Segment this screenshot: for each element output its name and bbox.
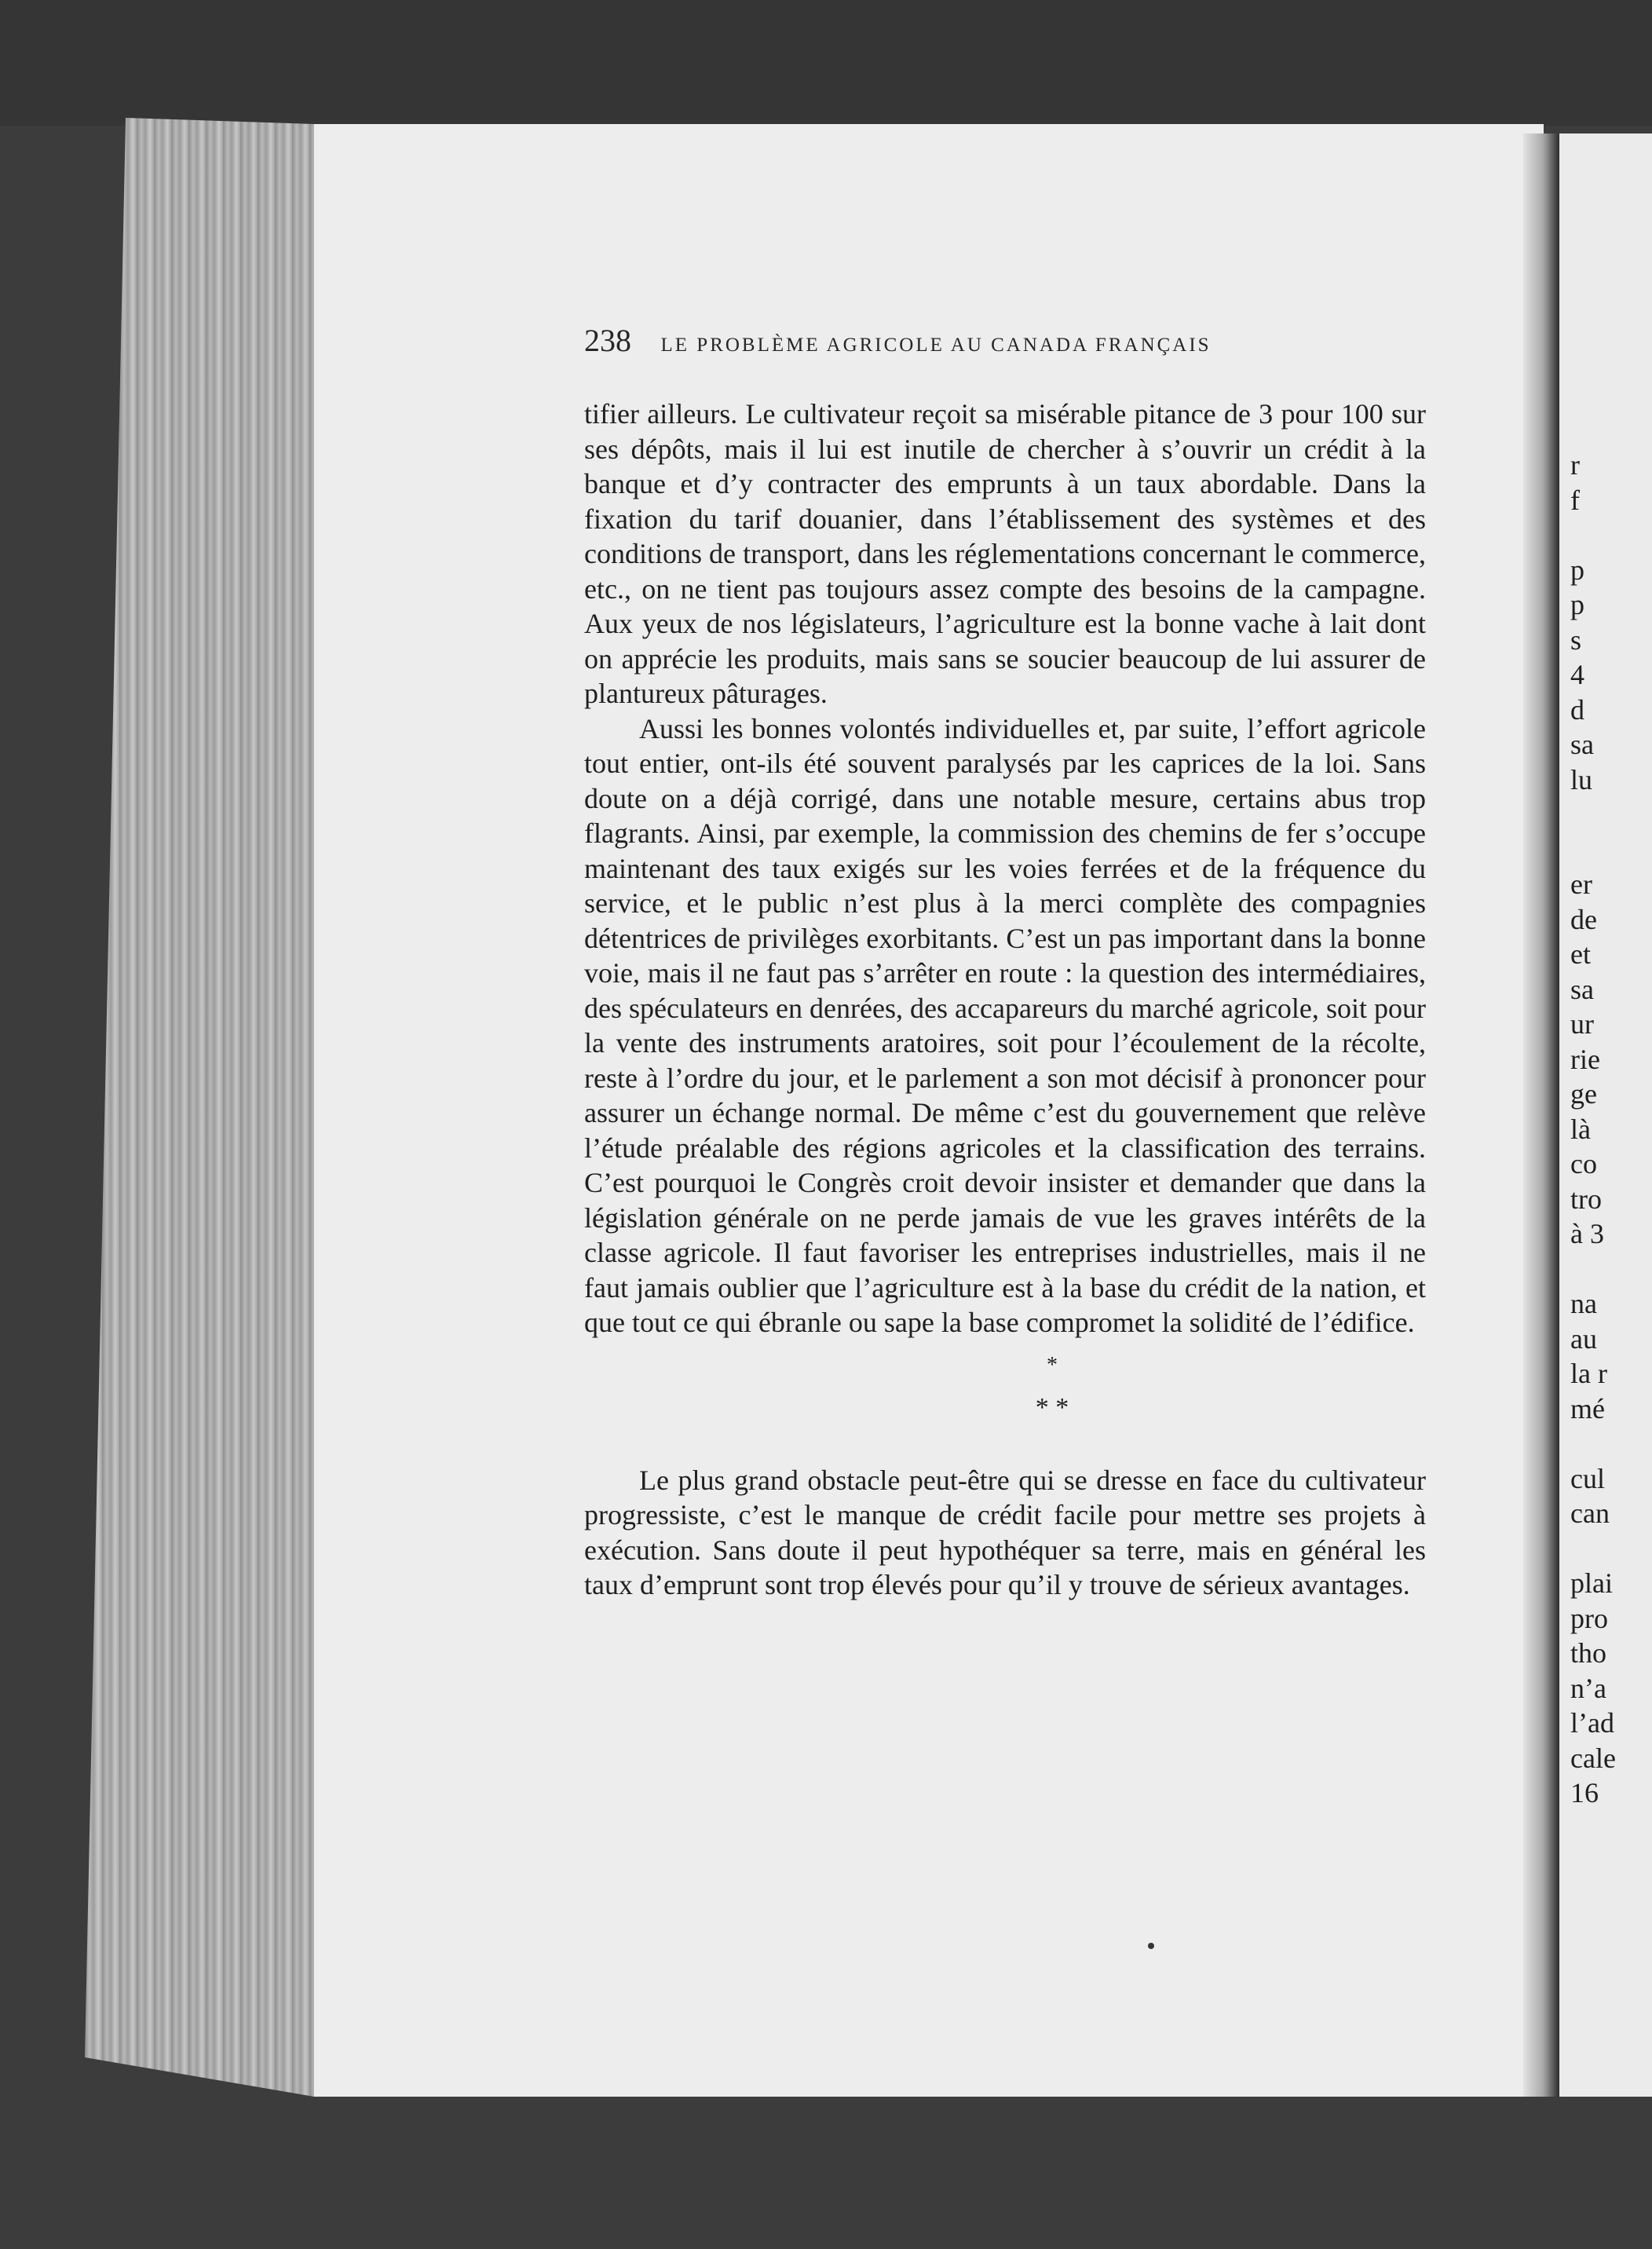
right-page-line: pro <box>1570 1602 1608 1634</box>
right-page-line: de <box>1570 903 1597 935</box>
right-page-line: 4 <box>1570 659 1584 690</box>
body-text <box>584 397 1426 1603</box>
paragraph-3: Le plus grand obstacle peut-être qui se dresse en face du cultivateur progressiste, c’est le manque de crédit facile pour mettre ses projets à exécution. Sans doute il peut hypothéquer sa terre, mais en général les taux d’emprunt sont trop élevés pour qu’il y trouve de sérieux avantages. <box>584 1464 1426 1601</box>
right-page-line: à 3 <box>1570 1218 1604 1249</box>
right-page-line: mé <box>1570 1392 1605 1424</box>
right-page-line: cul <box>1570 1462 1605 1494</box>
section-break-asterism <box>584 1348 1426 1425</box>
page-header <box>584 322 1369 359</box>
right-page-line: et <box>1570 938 1591 970</box>
right-page-line: can <box>1570 1498 1610 1529</box>
asterism-top: * <box>1047 1352 1058 1377</box>
right-page-line: là <box>1570 1113 1591 1145</box>
right-page-line: rie <box>1570 1043 1600 1075</box>
right-page-line <box>1570 1426 1652 1461</box>
right-page-line: lu <box>1570 763 1593 795</box>
right-page-line: r <box>1570 449 1580 481</box>
right-page-line: na <box>1570 1288 1597 1319</box>
book-spine <box>1523 133 1559 2097</box>
right-page-line: p <box>1570 554 1584 586</box>
right-page-line <box>1570 1252 1652 1287</box>
right-page-line: ur <box>1570 1008 1594 1040</box>
right-page-line: sa <box>1570 973 1594 1005</box>
right-page-line: l’ad <box>1570 1707 1614 1739</box>
right-page-line <box>1570 517 1652 553</box>
page-edges <box>85 118 314 2097</box>
right-page-line: tro <box>1570 1183 1602 1215</box>
right-page-fragments <box>1570 448 1652 1811</box>
right-page-line: la r <box>1570 1358 1607 1389</box>
right-page-line: co <box>1570 1148 1597 1179</box>
right-page-line: n’a <box>1570 1672 1606 1704</box>
paragraph-2: Aussi les bonnes volontés individuelles et, par suite, l’effort agricole tout entier, ont-ils été souvent paralysés par les caprices de la loi. Sans doute on a déjà corrigé, dans une notable mesure, certains abus trop flagrants. Ainsi, par exemple, la commission des chemins de fer s’occupe maintenant des taux exigés sur les voies ferrées et de la fréquence du service, et le public n’est plus à la merci complète des compagnies détentrices de privilèges exorbitants. C’est un pas important dans la bonne voie, mais il ne faut pas s’arrêter en route : la question des intermédiaires, des spéculateurs en denrées, des accapareurs du marché agricole, soit pour la vente des instruments aratoires, soit pour l’écoulement de la récolte, reste à l’ordre du jour, et le parlement a son mot décisif à prononcer pour assurer un échange normal. De même c’est du gouvernement que relève l’étude préalable des régions agricoles et la classification des terrains. C’est pourquoi le Congrès croit devoir insister et demander que dans la législation générale on ne perde jamais de vue les graves intérêts de la classe agricole. Il faut favoriser les entreprises industrielles, mais il ne faut jamais oublier que l’agriculture est à la base du crédit de la nation, et que tout ce qui ébranle ou sape la base compromet la solidité de l’édifice. <box>584 712 1426 1338</box>
right-page-line <box>1570 832 1652 868</box>
background-top <box>0 0 1652 126</box>
paragraph-1: tifier ailleurs. Le cultivateur reçoit sa misérable pitance de 3 pour 100 sur ses dépôts, mais il lui est inutile de chercher à s’ouvrir un crédit à la banque et d’y contracter des emprunts à un taux abordable. Dans la fixation du tarif douanier, dans l’établissement des systèmes et des conditions de transport, dans les réglementations concernant le commerce, etc., on ne tient pas toujours assez compte des besoins de la campagne. Aux yeux de nos législateurs, l’agriculture est la bonne vache à lait dont on apprécie les produits, mais sans se soucier beaucoup de lui assurer de plantureux pâturages. <box>584 398 1426 709</box>
ink-speck <box>1148 1943 1154 1949</box>
right-page-line: s <box>1570 624 1582 656</box>
right-page-line: cale <box>1570 1742 1616 1774</box>
right-page-line: sa <box>1570 729 1594 760</box>
page-number: 238 <box>584 323 631 358</box>
right-page-line: ge <box>1570 1078 1597 1110</box>
right-page <box>1559 133 1652 2097</box>
right-page-line <box>1570 797 1652 832</box>
right-page-line: er <box>1570 869 1592 900</box>
right-page-line: f <box>1570 484 1580 516</box>
running-head: LE PROBLÈME AGRICOLE AU CANADA FRANÇAIS <box>660 335 1212 356</box>
asterism-bottom: * * <box>1035 1392 1069 1422</box>
right-page-line: p <box>1570 589 1584 620</box>
right-page-line: au <box>1570 1322 1597 1355</box>
right-page-line: plai <box>1570 1567 1613 1599</box>
right-page-line: 16 <box>1570 1777 1599 1808</box>
right-page-line: tho <box>1570 1637 1607 1669</box>
right-page-line <box>1570 1531 1652 1567</box>
right-page-line: d <box>1570 693 1584 726</box>
